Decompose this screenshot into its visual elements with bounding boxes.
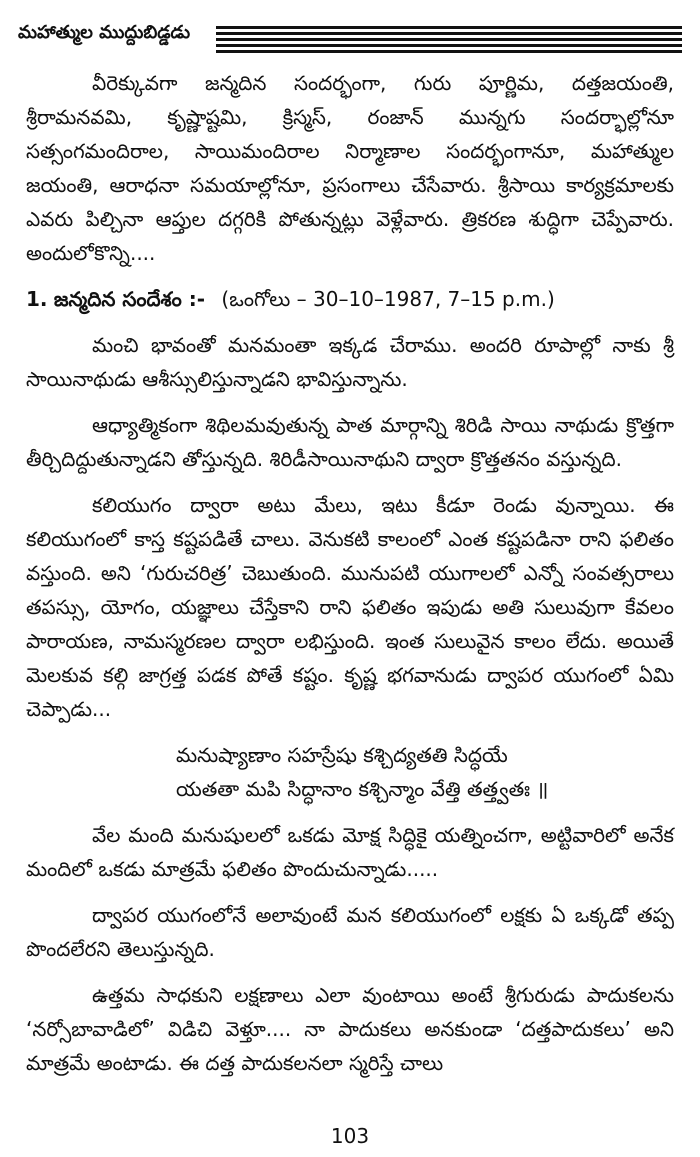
paragraph-2: మంచి భావంతో మనమంతా ఇక్కడ చేరాము. అందరి రూపాల్లో నాకు శ్రీ సాయినాథుడు ఆశీస్సులిస్తున్నాడని భావిస్తున్నాను. [26, 333, 674, 391]
verse-line-2: యతతా మపి సిద్ధానాం కశ్చిన్మాం వేత్తి తత్త్వతః ॥ [176, 777, 549, 801]
page-number: 103 [330, 1124, 370, 1148]
section-heading [26, 282, 674, 316]
paragraph-5: వేల మంది మనుషులలో ఒకడు మోక్ష సిద్ధికై యత్నించగా, అట్టివారిలో అనేక మందిలో ఒకడు మాత్రమే ఫలితం పొందుచున్నాడు..... [26, 823, 674, 881]
sanskrit-verse [176, 738, 674, 806]
header-rule-lines [216, 26, 682, 56]
section-meta: (ఒంగోలు – 30–10–1987, 7–15 p.m.) [221, 287, 555, 311]
paragraph-7: ఉత్తమ సాధకుని లక్షణాలు ఎలా వుంటాయి అంటే శ్రీగురుడు పాదుకలను ‘నర్సోబావాడిలో’ విడిచి వెళ్తూ.... నా పాదుకలు అనకుండా ‘దత్తపాదుకలు’ అని మాత్రమే అంటాడు. ఈ దత్త పాదుకలనలా స్మరిస్తే చాలు [26, 983, 674, 1075]
rule-line [216, 38, 682, 41]
paragraph-6: ద్వాపర యుగంలోనే అలావుంటే మన కలియుగంలో లక్షకు ఏ ఒక్కడో తప్ప పొందలేరని తెలుస్తున్నది. [26, 903, 674, 961]
rule-line [216, 32, 682, 35]
paragraph-intro: వీరెక్కువగా జన్మదిన సందర్భంగా, గురు పూర్ణిమ, దత్తజయంతి, శ్రీరామనవమి, కృష్ణాష్టమి, క్రిస్మస్, రంజాన్ మున్నగు సందర్భాల్లోనూ సత్సంగమందిరాల, సాయిమందిరాల నిర్మాణాల సందర్భంగానూ, మహాత్ముల జయంతి, ఆరాధనా సమయాల్లోనూ, ప్రసంగాలు చేసేవారు. శ్రీసాయి కార్యక్రమాలకు ఎవరు పిల్చినా ఆప్తుల దగ్గరికి పోతున్నట్లు వెళ్లేవారు. త్రికరణ శుద్ధిగా చెప్పేవారు. అందులోకొన్ని.... [26, 71, 674, 265]
paragraph-3: ఆధ్యాత్మికంగా శిథిలమవుతున్న పాత మార్గాన్ని శిరిడి సాయి నాథుడు క్రొత్తగా తీర్చిదిద్దుతున్నాడని తోస్తున్నది. శిరిడీసాయినాథుని ద్వారా క్రొత్తతనం వస్తున్నది. [26, 413, 674, 471]
rule-line [216, 50, 682, 53]
rule-line [216, 26, 682, 29]
paragraph-4: కలియుగం ద్వారా అటు మేలు, ఇటు కీడూ రెండు వున్నాయి. ఈ కలియుగంలో కాస్త కష్టపడితే చాలు. వెనుకటి కాలంలో ఎంత కష్టపడినా రాని ఫలితం వస్తుంది. అని ‘గురుచరిత్ర’ చెబుతుంది. మునుపటి యుగాలలో ఎన్నో సంవత్సరాలు తపస్సు, యోగం, యజ్ఞాలు చేస్తేకాని రాని ఫలితం ఇపుడు అతి సులువుగా కేవలం పారాయణ, నామస్మరణల ద్వారా లభిస్తుంది. ఇంత సులువైన కాలం లేదు. అయితే మెలకువ కల్గి జాగ్రత్త పడక పోతే కష్టం. కృష్ణ భగవానుడు ద్వాపర యుగంలో ఏమి చెప్పాడు... [26, 493, 674, 721]
page-body [26, 66, 674, 1092]
section-title: జన్మదిన సందేశం :- [53, 287, 206, 311]
rule-line [216, 44, 682, 47]
verse-line-1: మనుష్యాణాం సహస్రేషు కశ్చిద్యతతి సిద్ధయే [176, 743, 508, 767]
book-title: మహాత్ముల ముద్దుబిడ్డడు [18, 22, 191, 43]
section-number: 1. [26, 287, 48, 311]
running-header [18, 22, 682, 56]
